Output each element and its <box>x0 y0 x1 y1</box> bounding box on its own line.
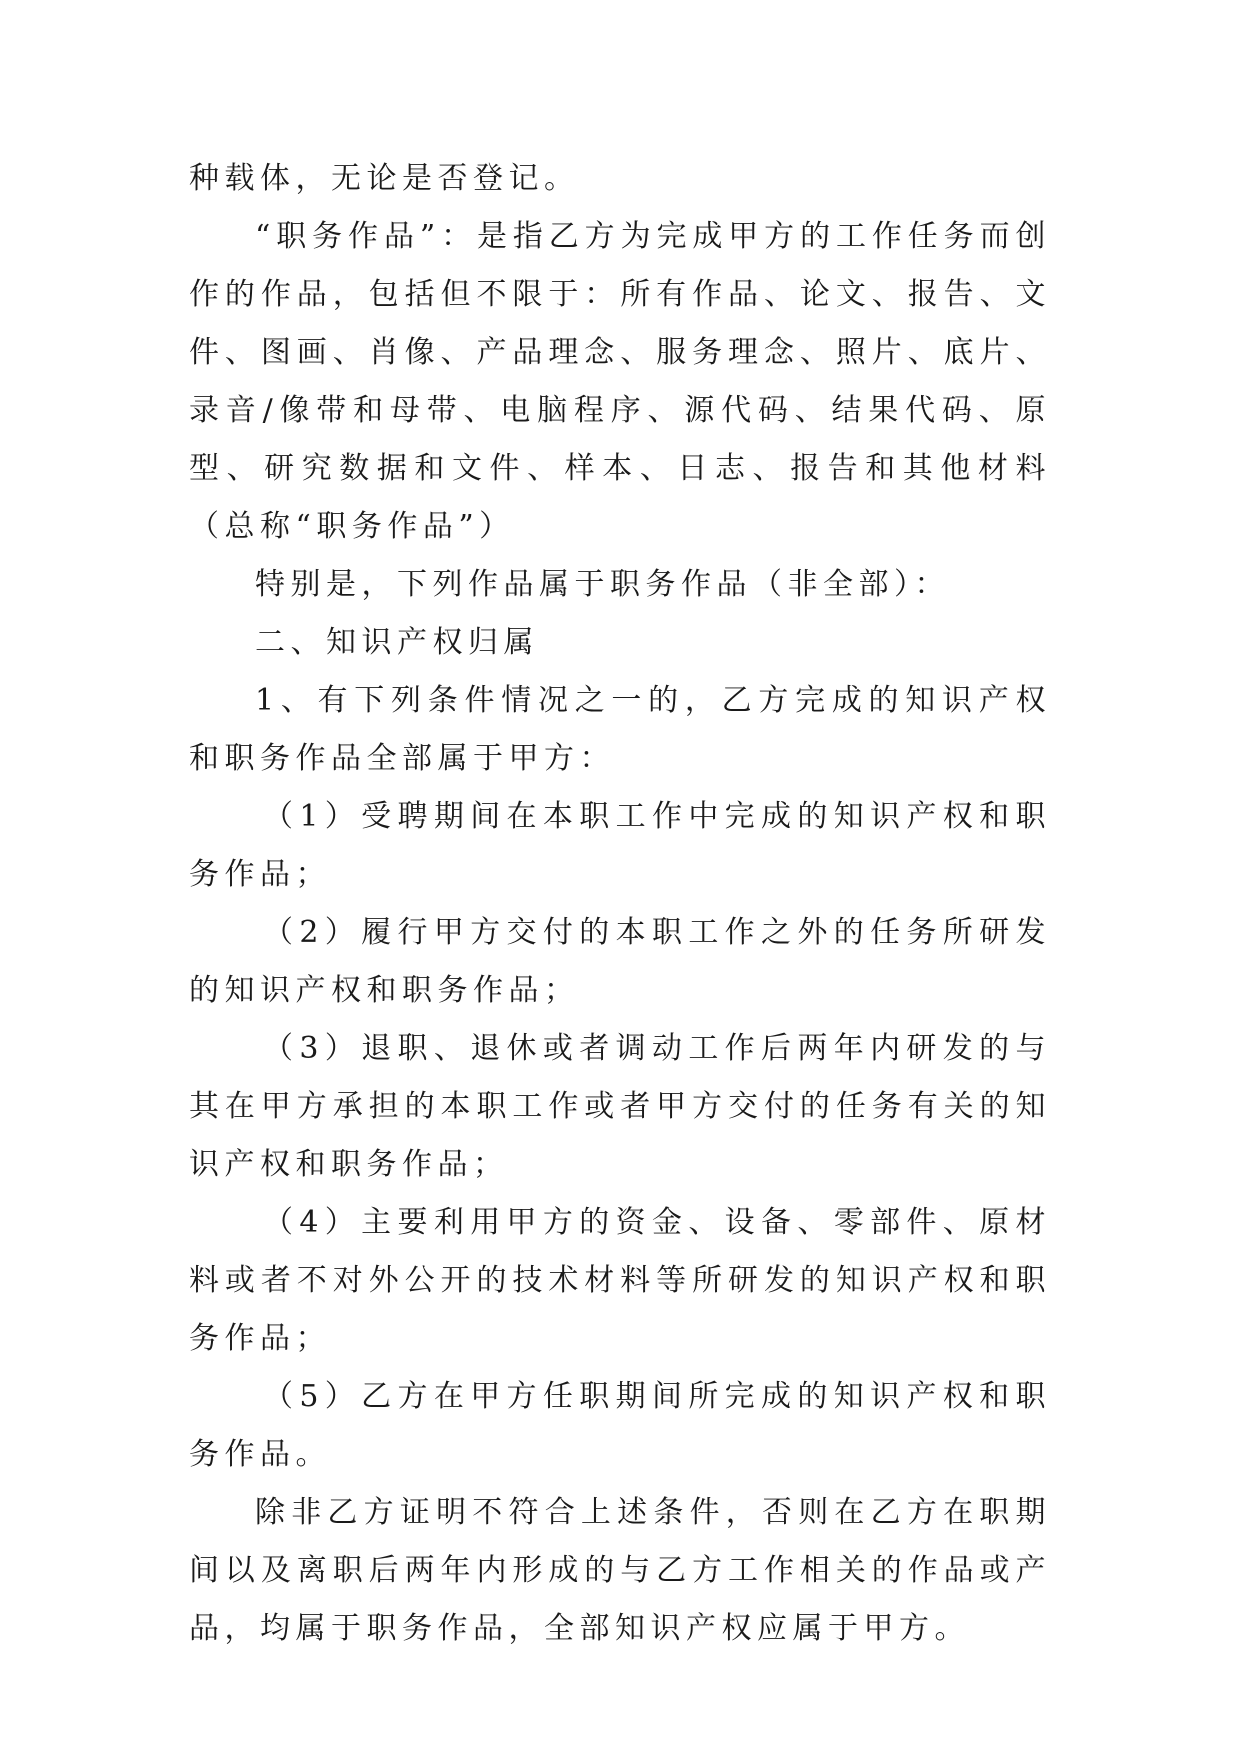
item-4: （4）主要利用甲方的资金、设备、零部件、原材料或者不对外公开的技术材料等所研发的知识产权和职务作品； <box>189 1205 1051 1356</box>
paragraph-conclusion: 除非乙方证明不符合上述条件，否则在乙方在职期间以及离职后两年内形成的与乙方工作相关的作品或产品，均属于职务作品，全部知识产权应属于甲方。 <box>189 1495 1051 1646</box>
paragraph-definition-work-product: “职务作品”：是指乙方为完成甲方的工作任务而创作的作品，包括但不限于：所有作品、论文、报告、文件、图画、肖像、产品理念、服务理念、照片、底片、录音/像带和母带、电脑程序、源代码、结果代码、原型、研究数据和文件、样本、日志、报告和其他材料（总称“职务作品”） <box>189 219 1051 544</box>
item-2: （2）履行甲方交付的本职工作之外的任务所研发的知识产权和职务作品； <box>189 915 1051 1008</box>
document-body <box>189 150 1051 1658</box>
item-1: （1）受聘期间在本职工作中完成的知识产权和职务作品； <box>189 799 1051 892</box>
paragraph-carrier-continuation: 种载体，无论是否登记。 <box>189 161 580 196</box>
paragraph-special-note: 特别是，下列作品属于职务作品（非全部）： <box>255 567 950 602</box>
clause-1-conditions: 1、有下列条件情况之一的，乙方完成的知识产权和职务作品全部属于甲方： <box>189 683 1051 776</box>
item-3: （3）退职、退休或者调动工作后两年内研发的与其在甲方承担的本职工作或者甲方交付的任务有关的知识产权和职务作品； <box>189 1031 1051 1182</box>
section-heading-ip-ownership: 二、知识产权归属 <box>255 625 539 660</box>
item-5: （5）乙方在甲方任职期间所完成的知识产权和职务作品。 <box>189 1379 1051 1472</box>
